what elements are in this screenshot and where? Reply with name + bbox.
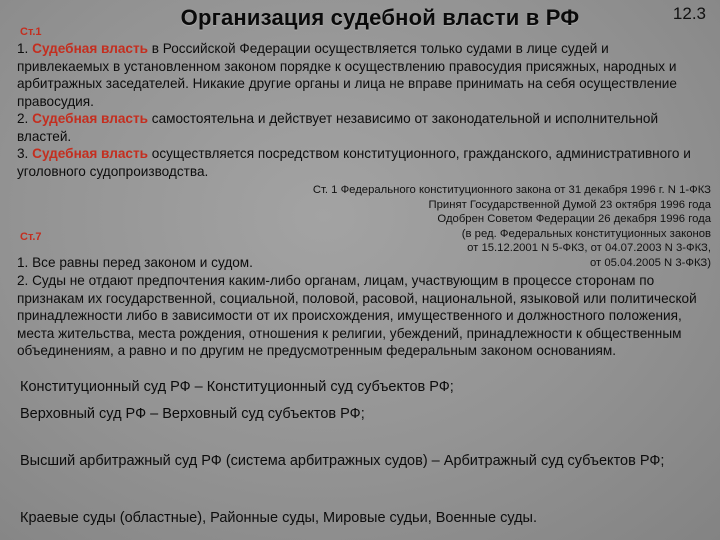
paragraph-number: 2. <box>17 111 29 126</box>
article-1-paragraph-3 <box>17 145 702 180</box>
article-1-text <box>17 40 702 180</box>
court-line-2: Верховный суд РФ – Верховный суд субъектов РФ; <box>20 406 365 422</box>
article-1-label: Ст.1 <box>20 26 42 38</box>
reference-line: от 05.04.2005 N 3-ФКЗ) <box>590 256 711 269</box>
judicial-power-term: Судебная власть <box>32 41 148 56</box>
article-7-paragraph-1: 1. Все равны перед законом и судом. <box>17 255 253 270</box>
reference-line: Ст. 1 Федерального конституционного закона от 31 декабря 1996 г. N 1-ФКЗ <box>312 184 711 196</box>
court-line-1: Конституционный суд РФ – Конституционный суд субъектов РФ; <box>20 379 454 395</box>
article-7-paragraph-2: 2. Суды не отдают предпочтения каким-либо органам, лицам, участвующим в процессе сторонам по признакам их государственной, социальной, половой, расовой, национальной, языковой или политической принадлежности либо в зависимости от их происхождения, имущественного и должностного положения, места жительства, места рождения, отношения к религии, убеждений, принадлежности к общественным объединениям, а равно и по другим не предусмотренным федеральным законом основаниям. <box>17 273 697 358</box>
article-1-paragraph-1 <box>17 40 702 110</box>
reference-line: от 15.12.2001 N 5-ФКЗ, от 04.07.2003 N 3-ФКЗ, <box>467 242 711 254</box>
paragraph-text: в Российской Федерации осуществляется только судами в лице судей и привлекаемых в установленном законом порядке к осуществлению правосудия присяжных, народных и арбитражных заседателей. Никакие другие органы и лица не вправе принимать на себя осуществление правосудия. <box>17 41 677 109</box>
paragraph-number: 3. <box>17 146 29 161</box>
paragraph-text: самостоятельна и действует независимо от законодательной и исполнительной властей. <box>17 111 659 144</box>
reference-line: Одобрен Советом Федерации 26 декабря 1996 года <box>437 213 711 225</box>
reference-line: Принят Государственной Думой 23 октября 1996 года <box>428 198 711 211</box>
paragraph-number: 1. <box>17 41 29 56</box>
judicial-power-term: Судебная власть <box>32 146 148 161</box>
slide-number: 12.3 <box>672 4 706 23</box>
judicial-power-term: Судебная власть <box>32 111 148 126</box>
paragraph-text: осуществляется посредством конституционного, гражданского, административного и уголовного судопроизводства. <box>17 146 691 179</box>
reference-line: (в ред. Федеральных конституционных законов <box>461 227 711 240</box>
court-line-4: Краевые суды (областные), Районные суды, Мировые судьи, Военные суды. <box>20 510 538 526</box>
slide-title: Организация судебной власти в РФ <box>180 5 580 30</box>
article-1-paragraph-2 <box>17 110 702 145</box>
article-7-label: Ст.7 <box>20 231 42 243</box>
court-line-3: Высший арбитражный суд РФ (система арбитражных судов) – Арбитражный суд субъектов РФ; <box>20 453 665 469</box>
